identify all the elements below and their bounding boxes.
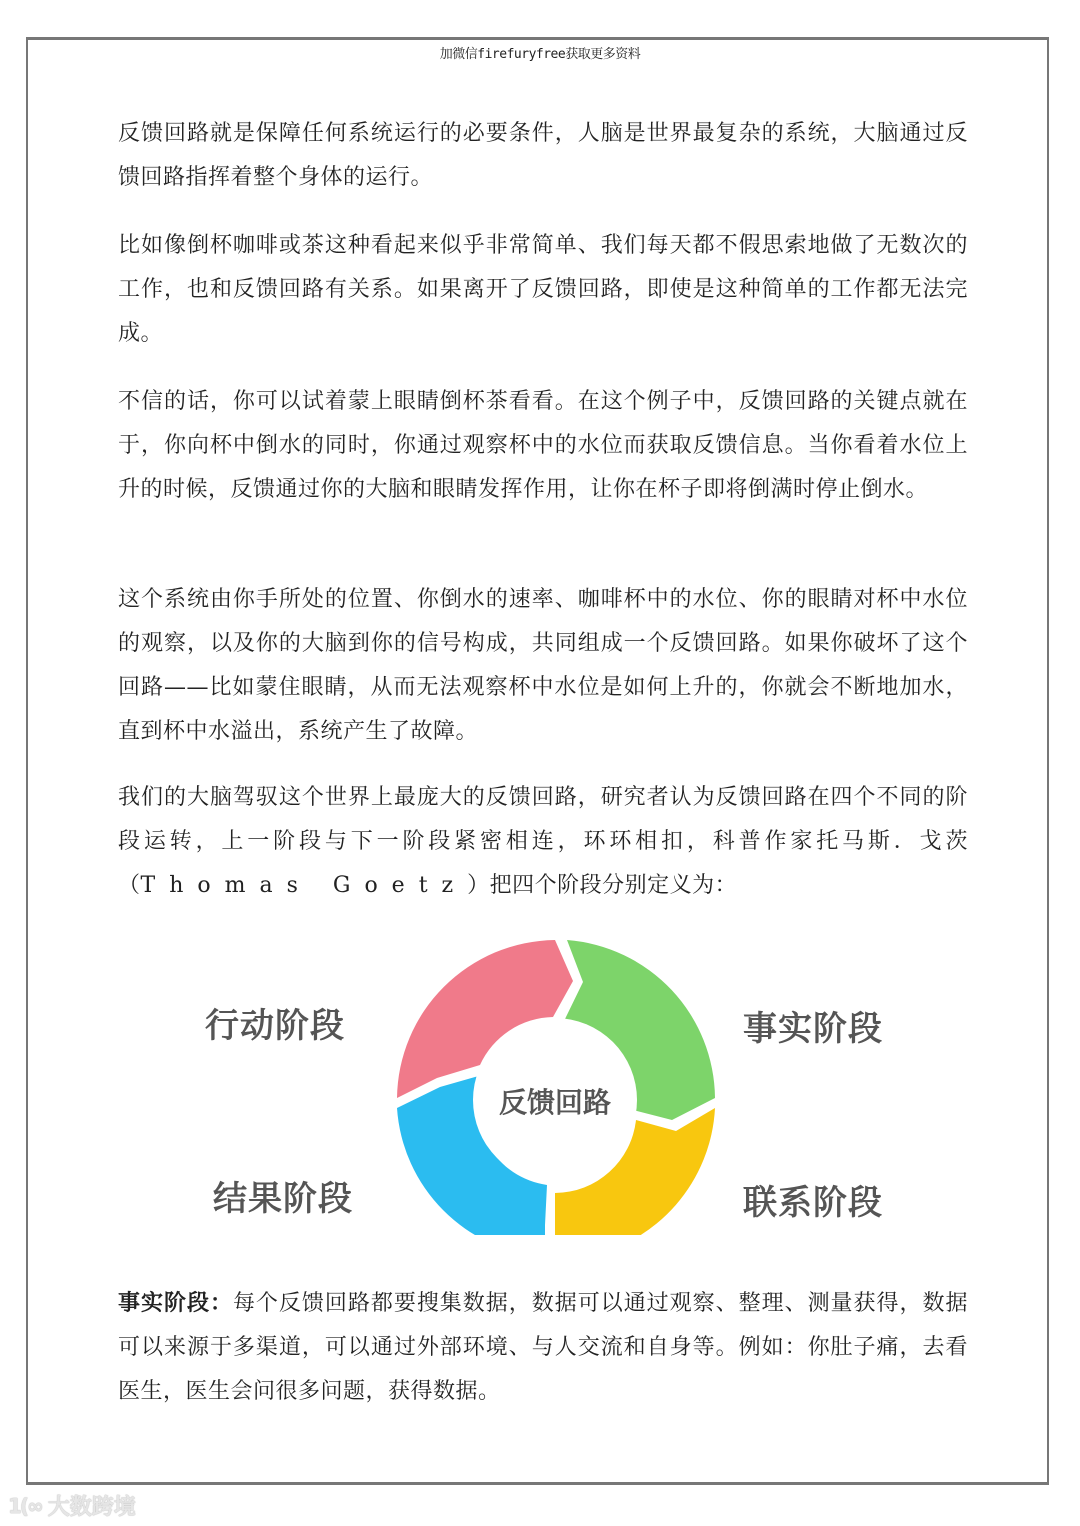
stage-label-fact: 事实阶段 — [743, 1009, 883, 1049]
center-label: 反馈回路 — [498, 1086, 611, 1119]
watermark-text: 大数跨境 — [47, 1495, 136, 1520]
watermark-logo-icon: 1(∞ — [8, 1493, 42, 1518]
stage-label-action: 行动阶段 — [205, 1006, 345, 1046]
fact-stage-lead: 事实阶段： — [118, 1291, 233, 1316]
paragraph-3: 不信的话，你可以试着蒙上眼睛倒杯茶看看。在这个例子中，反馈回路的关键点就在于，你向杯中倒水的同时，你通过观察杯中的水位而获取反馈信息。当你看着水位上升的时候，反馈通过你的大脑和眼睛发挥作用，让你在杯子即将倒满时停止倒水。 — [118, 389, 968, 502]
english-name: Thomas Goetz — [140, 873, 468, 898]
paragraph-6 — [118, 1282, 968, 1414]
paragraph-2: 比如像倒杯咖啡或茶这种看起来似乎非常简单、我们每天都不假思索地做了无数次的工作，也和反馈回路有关系。如果离开了反馈回路，即使是这种简单的工作都无法完成。 — [118, 233, 968, 346]
paragraph-4: 这个系统由你手所处的位置、你倒水的速率、咖啡杯中的水位、你的眼睛对杯中水位的观察，以及你的大脑到你的信号构成，共同组成一个反馈回路。如果你破坏了这个回路——比如蒙住眼睛，从而无法观察杯中水位是如何上升的，你就会不断地加水，直到杯中水溢出，系统产生了故障。 — [118, 587, 968, 744]
paragraph-5 — [118, 776, 968, 908]
paragraph-5-part1: 我们的大脑驾驭这个世界上最庞大的反馈回路，研究者认为反馈回路在四个不同的阶段运转，上一阶段与下一阶段紧密相连，环环相扣，科普作家托马斯．戈茨（ — [118, 785, 968, 898]
paragraph-5-part2: ）把四个阶段分别定义为： — [467, 873, 738, 898]
header-note: 加微信firefuryfree获取更多资料 — [439, 47, 641, 62]
feedback-loop-diagram — [180, 935, 900, 1245]
paragraph-1: 反馈回路就是保障任何系统运行的必要条件，人脑是世界最复杂的系统，大脑通过反馈回路指挥着整个身体的运行。 — [118, 121, 968, 190]
watermark — [8, 1490, 136, 1521]
stage-label-result: 结果阶段 — [213, 1179, 353, 1219]
stage-label-link: 联系阶段 — [743, 1183, 883, 1223]
fact-stage-text: 每个反馈回路都要搜集数据，数据可以通过观察、整理、测量获得，数据可以来源于多渠道，可以通过外部环境、与人交流和自身等。例如：你肚子痛，去看医生，医生会问很多问题，获得数据。 — [118, 1291, 968, 1404]
